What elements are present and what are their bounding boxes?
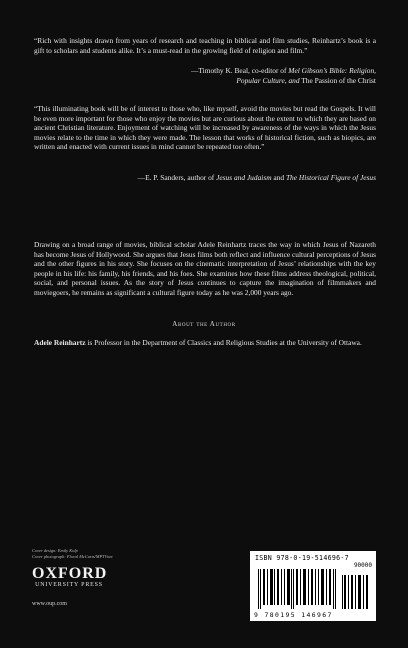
endorsement-quote-1: “Rich with insights drawn from years of research and teaching in biblical and film studies, Reinhartz’s book is a gift to scholars and students alike. It’s a must-read in the growing field of religion and film.” xyxy=(34,36,376,55)
book-description: Drawing on a broad range of movies, biblical scholar Adele Reinhartz traces the way in which Jesus of Nazareth has become Jesus of Hollywood. She argues that Jesus films both reflect and influence cultural perceptions of Jesus and the other figures in his story. She focuses on the cinematic interpretation of Jesus’ relationships with the key people in his life: his family, his friends, and his foes. She examines how these films address theological, political, social, and personal issues. As the story of Jesus continues to capture the imagination of filmmakers and moviegoers, he remains as significant a cultural figure today as he was 2,000 years ago. xyxy=(34,240,376,297)
ean-digits: 9 780195 146967 xyxy=(254,611,333,619)
about-author-heading: About the Author xyxy=(172,320,236,328)
attribution-book-subtitle: Popular Culture, and xyxy=(236,75,300,85)
price-addon-bars xyxy=(342,569,370,609)
endorsement-attribution-2 xyxy=(46,173,376,183)
author-bio xyxy=(34,338,376,348)
attribution-name: —E. P. Sanders, author of xyxy=(137,173,215,182)
endorsement-attribution-1 xyxy=(76,66,376,85)
isbn-text: ISBN 978-0-19-514696-7 xyxy=(255,554,349,562)
attribution-book-title: Jesus and Judaism xyxy=(216,173,272,182)
attribution-book-title-tail: The Passion of the Christ xyxy=(301,75,376,85)
publisher-url: www.oup.com xyxy=(32,601,67,607)
attribution-book-title: The Historical Figure of Jesus xyxy=(285,173,376,182)
cover-photo-credit: Cover photograph: Floral McCarts/MPTVnet xyxy=(32,553,113,559)
cover-credits xyxy=(32,548,113,559)
price-code: 90000 xyxy=(353,562,372,569)
cover-design-credit: Cover design: Emily Kolp xyxy=(32,548,78,553)
author-name: Adele Reinhartz xyxy=(34,338,86,347)
author-bio-text: is Professor in the Department of Classics and Religious Studies at the University of Ottawa. xyxy=(85,338,362,347)
ean-barcode-bars xyxy=(258,569,338,609)
attribution-conjunction: and xyxy=(273,173,285,182)
publisher-logo xyxy=(32,565,106,589)
attribution-book-title: Mel Gibson’s Bible: Religion, xyxy=(288,66,376,75)
isbn-barcode xyxy=(250,551,376,621)
attribution-name: —Timothy K. Beal, co-editor of xyxy=(191,66,287,75)
oxford-logo-subtitle: UNIVERSITY PRESS xyxy=(35,582,103,588)
oxford-logo-wordmark: OXFORD xyxy=(32,565,108,582)
endorsement-quote-2: “This illuminating book will be of interest to those who, like myself, avoid the movies but read the Gospels. It will be even more important for those who enjoy the movies but are curious about the extent to which they are based on ancient Christian literature. Enjoyment of watching will be increased by awareness of the ways in which the Jesus movies relate to the time in which they were made. The lesson that works of historical fiction, such as biopics, are written and enacted with current issues in mind cannot be repeated too often.” xyxy=(34,104,376,152)
